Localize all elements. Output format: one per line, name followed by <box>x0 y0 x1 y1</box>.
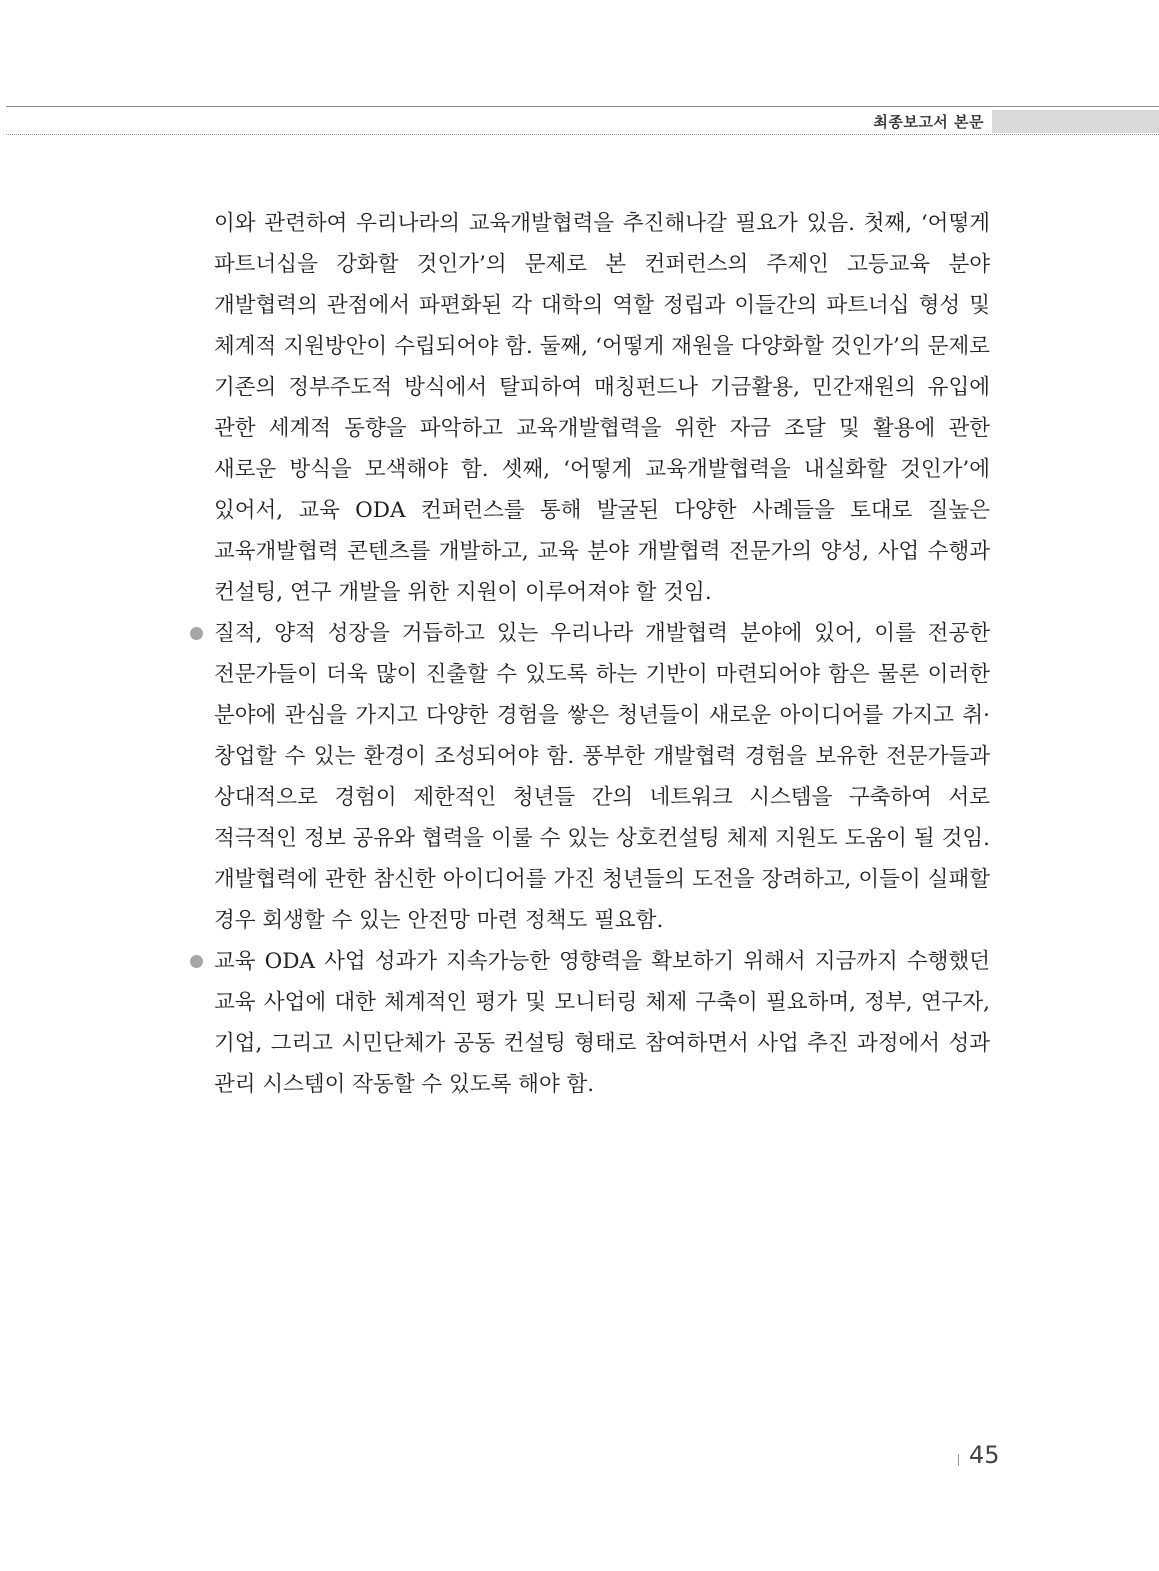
header-dotted-rule <box>6 134 1159 135</box>
bullet-text: 질적, 양적 성장을 거듭하고 있는 우리나라 개발협력 분야에 있어, 이를 전공한 전문가들이 더욱 많이 진출할 수 있도록 하는 기반이 마련되어야 함은 물론 이러한 분야에 관심을 가지고 다양한 경험을 쌓은 청년들이 새로운 아이디어를 가지고 취·창업할 수 있는 환경이 조성되어야 함. 풍부한 개발협력 경험을 보유한 전문가들과 상대적으로 경험이 제한적인 청년들 간의 네트워크 시스템을 구축하여 서로 적극적인 정보 공유와 협력을 이룰 수 있는 상호컨설팅 체제 지원도 도움이 될 것임. 개발협력에 관한 참신한 아이디어를 가진 청년들의 도전을 장려하고, 이들이 실패할 경우 회생할 수 있는 안전망 마련 정책도 필요함. <box>214 621 990 933</box>
intro-paragraph: 이와 관련하여 우리나라의 교육개발협력을 추진해나갈 필요가 있음. 첫째, ‘어떻게 파트너십을 강화할 것인가’의 문제로 본 컨퍼런스의 주제인 고등교육 분야 개발협력의 관점에서 파편화된 각 대학의 역할 정립과 이들간의 파트너십 형성 및 체계적 지원방안이 수립되어야 함. 둘째, ‘어떻게 재원을 다양화할 것인가’의 문제로 기존의 정부주도적 방식에서 탈피하여 매칭펀드나 기금활용, 민간재원의 유입에 관한 세계적 동향을 파악하고 교육개발협력을 위한 자금 조달 및 활용에 관한 새로운 방식을 모색해야 함. 셋째, ‘어떻게 교육개발협력을 내실화할 것인가’에 있어서, 교육 ODA 컨퍼런스를 통해 발굴된 다양한 사례들을 토대로 질높은 교육개발협력 콘텐츠를 개발하고, 교육 분야 개발협력 전문가의 양성, 사업 수행과 컨설팅, 연구 개발을 위한 지원이 이루어져야 할 것임. <box>214 211 990 605</box>
page-number-value: 45 <box>969 1441 1000 1469</box>
bullet-item <box>190 613 990 941</box>
header-tab-block <box>992 110 1159 133</box>
bullet-dot-icon <box>190 955 203 968</box>
bullet-text: 교육 ODA 사업 성과가 지속가능한 영향력을 확보하기 위해서 지금까지 수행했던 교육 사업에 대한 체계적인 평가 및 모니터링 체제 구축이 필요하며, 정부, 연구자, 기업, 그리고 시민단체가 공동 컨설팅 형태로 참여하면서 사업 추진 과정에서 성과 관리 시스템이 작동할 수 있도록 해야 함. <box>214 949 990 1097</box>
body-content <box>190 203 990 1105</box>
page-number <box>958 1440 1000 1470</box>
running-header: 최종보고서 본문 <box>873 113 984 131</box>
bullet-item <box>190 941 990 1105</box>
page-number-separator <box>958 1454 959 1466</box>
header-rule <box>6 106 1159 107</box>
bullet-dot-icon <box>190 627 203 640</box>
